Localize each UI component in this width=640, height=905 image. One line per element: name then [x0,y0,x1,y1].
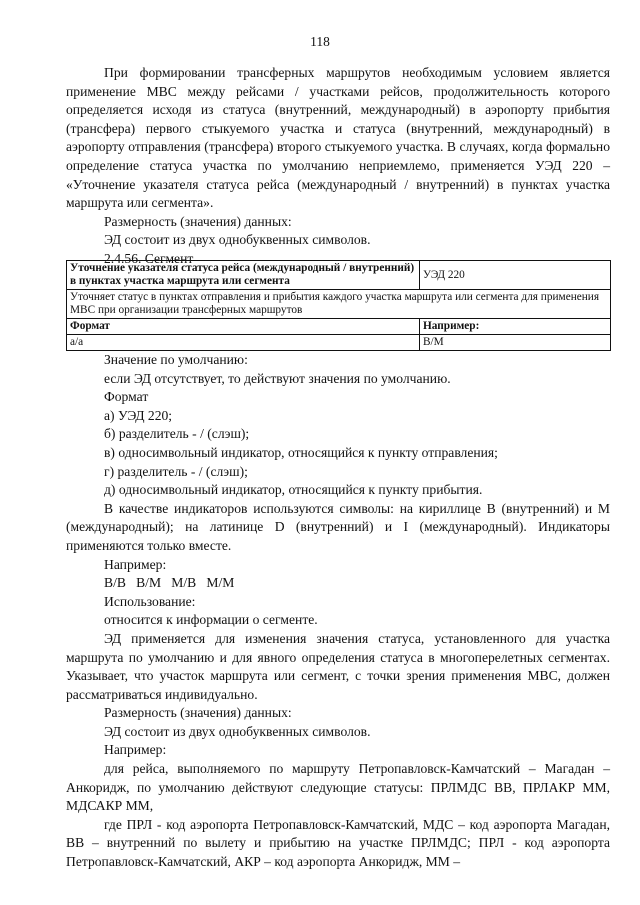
element-definition-table [66,260,611,351]
data-dimension-label: Размерность (значения) данных: [104,705,292,721]
format-item: в) односимвольный индикатор, относящийся к пункту отправления; [104,444,498,460]
example-label: Например: [104,742,167,758]
data-dimension-value: ЭД состоит из двух однобуквенных символов. [104,232,371,248]
format-value: а/а [67,335,420,351]
element-description: Уточняет статус в пунктах отправления и прибытия каждого участка маршрута или сегмента для применения МВС при организации трансферных маршрутов [67,290,611,319]
element-code: УЭД 220 [420,261,611,290]
application-paragraph: ЭД применяется для изменения значения статуса, установленного для участка маршрута по умолчанию и для явного определения статуса в многоперелетных сегментах. Указывает, что участок маршрута или сегмент, с точки зрения применения МВС, должен рассматриваться индивидуально. [66,630,610,702]
format-label: Формат [104,389,149,405]
format-item: д) односимвольный индикатор, относящийся к пункту прибытия. [104,482,483,498]
body-text [66,351,610,872]
example-value: В/М [420,335,611,351]
intro-text [66,64,610,269]
default-value-label: Значение по умолчанию: [104,352,248,367]
default-value-text: если ЭД отсутствует, то действуют значения по умолчанию. [104,370,451,386]
usage-text: относится к информации о сегменте. [104,612,318,628]
page-number: 118 [310,34,330,49]
format-item: г) разделитель - / (слэш); [104,463,248,479]
data-dimension-value: ЭД состоит из двух однобуквенных символов. [104,723,371,739]
example-header: Например: [420,319,611,335]
section-heading: 2.4.56. Сегмент [104,250,194,266]
intro-paragraph: При формировании трансферных маршрутов необходимым условием является применение МВС между рейсами / участками рейсов, продолжительность которого определяется исходя из статуса (внутренний, международный) в аэропорту прибытия (трансфера) первого стыкуемого участка и статуса (внутренний, международный) в аэропорту отправления (трансфера) второго стыкуемого участка. В случаях, когда формально определение статуса участка по умолчанию неприемлемо, применяется УЭД 220 – «Уточнение указателя статуса рейса (международный / внутренний) в пунктах участка маршрута или сегмента». [66,65,610,211]
format-header: Формат [67,319,420,335]
data-dimension-label: Размерность (значения) данных: [104,213,292,229]
airport-codes-paragraph: где ПРЛ - код аэропорта Петропавловск-Камчатский, МДС – код аэропорта Магадан, ВВ – внутренний по вылету и прибытию на участке ПРЛМДС; ПРЛ - код аэропорта Петропавловск-Камчатский, АКР – код аэропорта Анкоридж, ММ – [66,816,610,870]
usage-label: Использование: [104,593,196,609]
route-example-paragraph: для рейса, выполняемого по маршруту Петропавловск-Камчатский – Магадан – Анкоридж, по умолчанию действуют следующие статусы: ПРЛМДС ВВ, ПРЛАКР ММ, МДСАКР ММ, [66,761,610,814]
format-item: а) УЭД 220; [104,407,173,423]
format-item: б) разделитель - / (слэш); [104,426,250,442]
element-title: Уточнение указателя статуса рейса (международный / внутренний) в пунктах участка маршрута или сегмента [67,261,420,290]
indicators-paragraph: В качестве индикаторов используются символы: на кириллице В (внутренний) и М (международный); на латинице D (внутренний) и I (международный). Индикаторы применяются только вместе. [66,500,610,553]
example-label: Например: [104,556,167,572]
example-values: В/В В/М М/В М/М [104,575,235,591]
